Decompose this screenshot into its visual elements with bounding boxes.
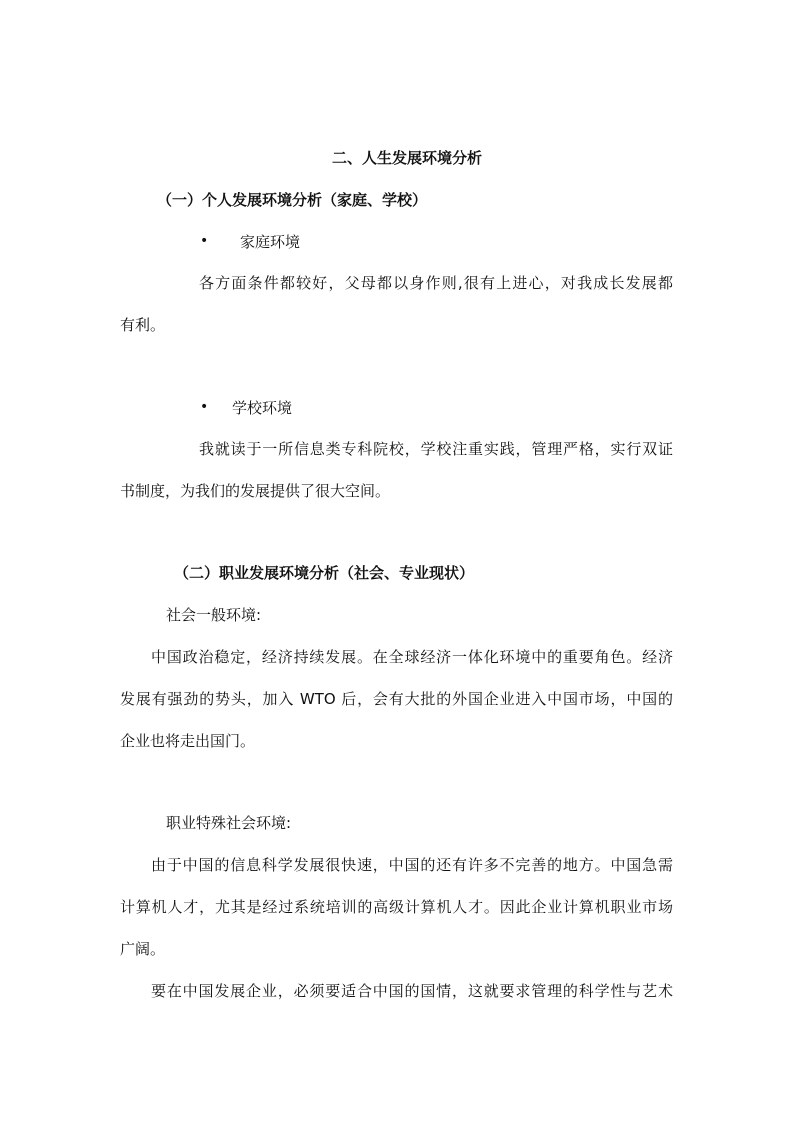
special-paragraph-line-3: 广阔。: [120, 940, 166, 958]
school-environment-label: 学校环境: [232, 399, 293, 417]
general-environment-label: 社会一般环境:: [166, 606, 262, 624]
special-paragraph-line-1: 由于中国的信息科学发展很快速，中国的还有许多不完善的地方。中国急需: [151, 856, 673, 874]
bullet-dot-icon: •: [200, 233, 209, 249]
general-paragraph-line-1: 中国政治稳定，经济持续发展。在全球经济一体化环境中的重要角色。经济: [151, 648, 673, 666]
page-title: 二、人生发展环境分析: [332, 149, 483, 167]
family-paragraph-line-2: 有利。: [120, 316, 166, 334]
family-environment-label: 家庭环境: [240, 233, 301, 251]
special-paragraph-line-4: 要在中国发展企业，必须要适合中国的国情，这就要求管理的科学性与艺术: [151, 982, 673, 1000]
school-paragraph-line-1: 我就读于一所信息类专科院校，学校注重实践，管理严格，实行双证: [199, 440, 673, 458]
general-paragraph-line-2: 发展有强劲的势头，加入 WTO 后，会有大批的外国企业进入中国市场，中国的: [120, 690, 673, 708]
special-environment-label: 职业特殊社会环境:: [166, 814, 292, 832]
section-heading-personal: （一）个人发展环境分析（家庭、学校）: [157, 191, 428, 209]
general-paragraph-line-3: 企业也将走出国门。: [120, 732, 256, 750]
bullet-dot-icon: •: [200, 399, 209, 415]
school-paragraph-line-2: 书制度，为我们的发展提供了很大空间。: [120, 482, 391, 500]
family-paragraph-line-1: 各方面条件都较好，父母都以身作则,很有上进心，对我成长发展都: [199, 274, 673, 292]
section-heading-career: （二）职业发展环境分析（社会、专业现状）: [174, 564, 475, 582]
special-paragraph-line-2: 计算机人才，尤其是经过系统培训的高级计算机人才。因此企业计算机职业市场: [120, 898, 673, 916]
